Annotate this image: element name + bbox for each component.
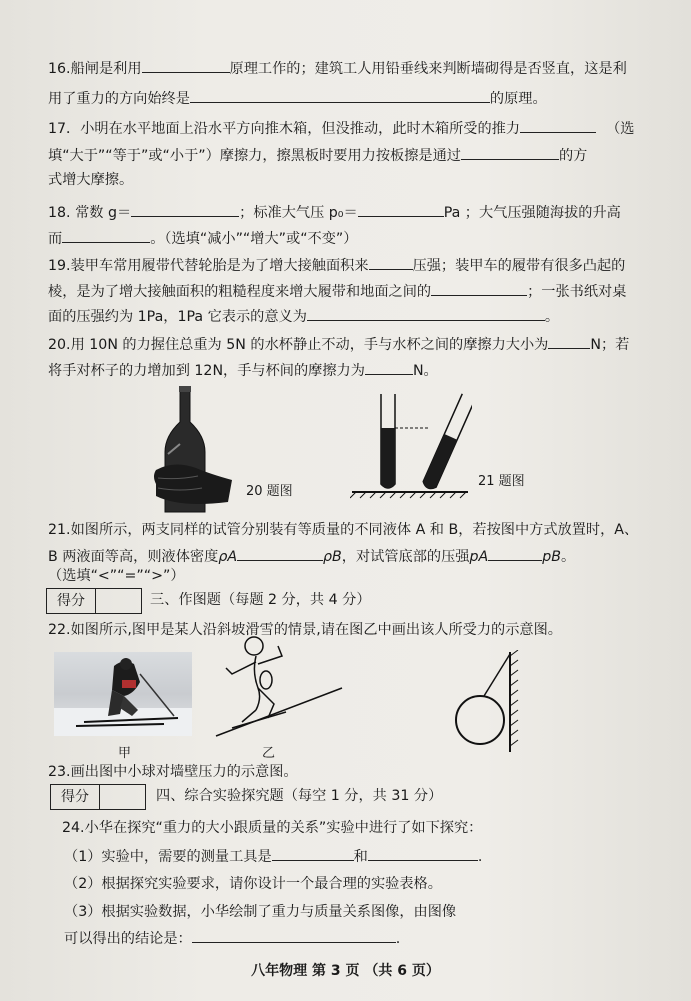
question-18-line1: 18. 常数 g＝ ；标准大气压 p₀＝ Pa ；大气压强随海拔的升高 [48,202,669,223]
question-21-line2: B 两液面等高，则液体密度ρA ρB，对试管底部的压强pA pB。 [48,546,669,567]
question-22: 22.如图所示,图甲是某人沿斜坡滑雪的情景,请在图乙中画出该人所受力的示意图。 [48,622,562,638]
blank-20b[interactable] [365,360,413,375]
question-21-line3: （选填“<”“=”“>”） [48,568,185,584]
ball-wall-figure [448,650,528,754]
figure-22-yi-caption: 乙 [262,746,276,761]
skier-sketch-figure [212,632,346,742]
section-4-score-box [50,784,146,810]
blank-17a[interactable] [520,118,596,133]
blank-18c[interactable] [62,228,150,243]
question-21-line1: 21.如图所示，两支同样的试管分别装有等质量的不同液体 A 和 B，若按图中方式放置时，A、 [48,522,639,538]
question-24-sub3: （3）根据实验数据，小华绘制了重力与质量关系图像，由图像 [64,904,457,920]
blank-18a[interactable] [131,202,239,217]
blank-19c[interactable] [307,306,545,321]
blank-19b[interactable] [431,281,527,296]
question-24-intro: 24.小华在探究“重力的大小跟质量的关系”实验中进行了如下探究： [62,820,483,836]
blank-16b[interactable] [190,88,490,103]
question-23: 23.画出图中小球对墙壁压力的示意图。 [48,764,298,780]
blank-20a[interactable] [548,334,590,349]
blank-24b[interactable] [368,846,478,861]
question-17-line2: 填“大于”“等于”或“小于”）摩擦力，擦黑板时要用力按板擦是通过 的方 [48,145,669,166]
question-20-line1: 20.用 10N 的力握住总重为 5N 的水杯静止不动，手与水杯之间的摩擦力大小为 N；若 [48,334,669,355]
blank-19a[interactable] [369,255,413,270]
figure-22-jia-caption: 甲 [118,746,132,761]
blank-16a[interactable] [142,58,230,73]
question-16-line1: 16.船闸是利用 原理工作的；建筑工人用铅垂线来判断墙砌得是否竖直，这是利 [48,58,669,79]
section-3-score-label: 得分 [47,589,96,613]
figure-21-caption: 21 题图 [478,474,525,489]
blank-21a[interactable] [237,546,323,561]
question-17-line3: 式增大摩擦。 [48,172,134,188]
figure-20-caption: 20 题图 [246,484,293,499]
question-19-line2: 棱，是为了增大接触面积的粗糙程度来增大履带和地面之间的 ；一张书纸对桌 [48,281,669,302]
test-tubes-figure [350,388,472,500]
question-18-line2: 而 。（选填“减小”“增大”或“不变”） [48,228,669,249]
section-4-title: 四、综合实验探究题（每空 1 分，共 31 分） [156,788,443,804]
blank-17b[interactable] [461,145,559,160]
section-3-title: 三、作图题（每题 2 分，共 4 分） [150,592,371,608]
bottle-hand-figure [150,384,240,516]
blank-24c[interactable] [192,928,396,943]
skier-photo [54,652,192,736]
question-24-sub2: （2）根据探究实验要求，请你设计一个最合理的实验表格。 [64,876,442,892]
section-4-score-cell[interactable] [100,785,145,809]
section-3-score-cell[interactable] [96,589,141,613]
question-19-line1: 19.装甲车常用履带代替轮胎是为了增大接触面积来 压强；装甲车的履带有很多凸起的 [48,255,669,276]
question-16-line2: 用了重力的方向始终是 的原理。 [48,88,669,109]
skier-photo-drawing [54,652,192,736]
question-20-line2: 将手对杯子的力增加到 12N，手与杯间的摩擦力为 N。 [48,360,669,381]
section-4-score-label: 得分 [51,785,100,809]
page-footer: 八年物理 第 3 页 （共 6 页） [251,963,440,979]
question-24-sub1: （1）实验中，需要的测量工具是 和 . [64,846,669,867]
blank-21b[interactable] [488,546,542,561]
section-3-score-box [46,588,142,614]
blank-18b[interactable] [358,202,444,217]
blank-24a[interactable] [272,846,354,861]
question-24-sub3-conclusion: 可以得出的结论是： . [64,928,669,949]
question-19-line3: 面的压强约为 1Pa，1Pa 它表示的意义为 。 [48,306,669,327]
question-17-line1: 17．小明在水平地面上沿水平方向推木箱，但没推动，此时木箱所受的推力 （选 [48,118,669,139]
